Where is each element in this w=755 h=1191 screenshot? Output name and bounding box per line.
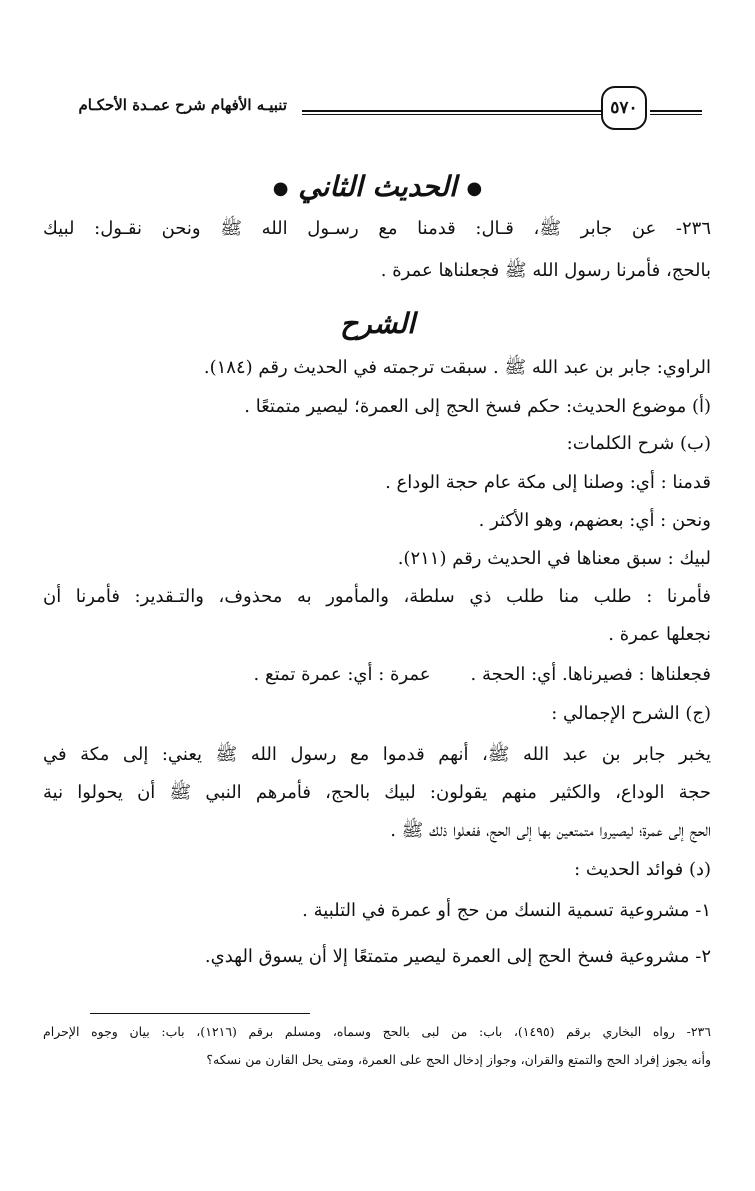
word-faamarana: فأمرنا : طلب منا طلب ذي سلطة، والمأمور به محذوف، والتـقدير: فأمرنا أن (43, 586, 711, 607)
page-number: ٥٧٠ (601, 86, 647, 130)
running-title: تنبيـه الأفهام شرح عمـدة الأحكـام (78, 96, 287, 114)
topic-line: (أ) موضوع الحديث: حكم فسخ الحج إلى العمرة؛ ليصير متمتعًا . (244, 396, 711, 417)
word-faamarana-cont: نجعلها عمرة . (608, 624, 711, 645)
footnote-line-2: وأنه يجوز إفراد الحج والتمتع والقران، وجواز إدخال الحج على العمرة، ومتى يحل القارن من نسكه؟ (206, 1052, 711, 1067)
word-labbayk: لبيك : سبق معناها في الحديث رقم (٢١١). (397, 548, 711, 569)
benefit-2: ٢- مشروعية فسخ الحج إلى العمرة ليصير متمتعًا إلا أن يسوق الهدي. (204, 946, 711, 967)
header-rule-left (302, 110, 602, 115)
hadith-text-line-1: ٢٣٦- عن جابر ﷺ، قـال: قدمنا مع رسـول الله ﷺ ونحن نقـول: لبيك (43, 218, 711, 239)
summary-line-1: يخبر جابر بن عبد الله ﷺ، أنهم قدموا مع رسول الله ﷺ يعني: إلى مكة في (43, 744, 711, 765)
benefits-heading: (د) فوائد الحديث : (574, 859, 711, 880)
header-rule-right (650, 110, 702, 115)
hadith-heading-text: الحديث الثاني (298, 170, 457, 203)
summary-line-2: حجة الوداع، والكثير منهم يقولون: لبيك بالحج، فأمرهم النبي ﷺ أن يحولوا نية (43, 782, 711, 803)
page-header (30, 80, 702, 130)
bullet-icon: ● (466, 178, 483, 199)
bullet-icon: ● (272, 178, 289, 199)
footnote-line-1: ٢٣٦- رواه البخاري برقم (١٤٩٥)، باب: من لبى بالحج وسماه، ومسلم برقم (١٢١٦)، باب: بيان وجوه الإحرام (43, 1024, 711, 1039)
words-heading: (ب) شرح الكلمات: (566, 433, 711, 454)
word-nahnu: ونحن : أي: بعضهم، وهو الأكثر . (478, 510, 711, 531)
word-fajaalnaha (43, 664, 711, 686)
sharh-heading: الشرح (340, 307, 415, 340)
summary-line-3: الحج إلى عمرة؛ ليصيروا متمتعين بها إلى الحج، ففعلوا ذلك ﷺ . (390, 820, 711, 841)
narrator-line: الراوي: جابر بن عبد الله ﷺ . سبقت ترجمته في الحديث رقم (١٨٤). (203, 357, 711, 378)
word-qadimna: قدمنا : أي: وصلنا إلى مكة عام حجة الوداع . (385, 472, 711, 493)
hadith-heading (0, 170, 755, 203)
word-umra-text: عمرة : أي: عمرة تمتع . (253, 664, 431, 685)
footnote-separator (90, 1013, 310, 1014)
benefit-1: ١- مشروعية تسمية النسك من حج أو عمرة في التلبية . (302, 900, 711, 921)
word-fajaalnaha-text: فجعلناها : فصيرناها. أي: الحجة . (470, 664, 711, 685)
hadith-text-line-2: بالحج، فأمرنا رسول الله ﷺ فجعلناها عمرة . (380, 260, 711, 281)
summary-heading: (ج) الشرح الإجمالي : (551, 703, 711, 724)
